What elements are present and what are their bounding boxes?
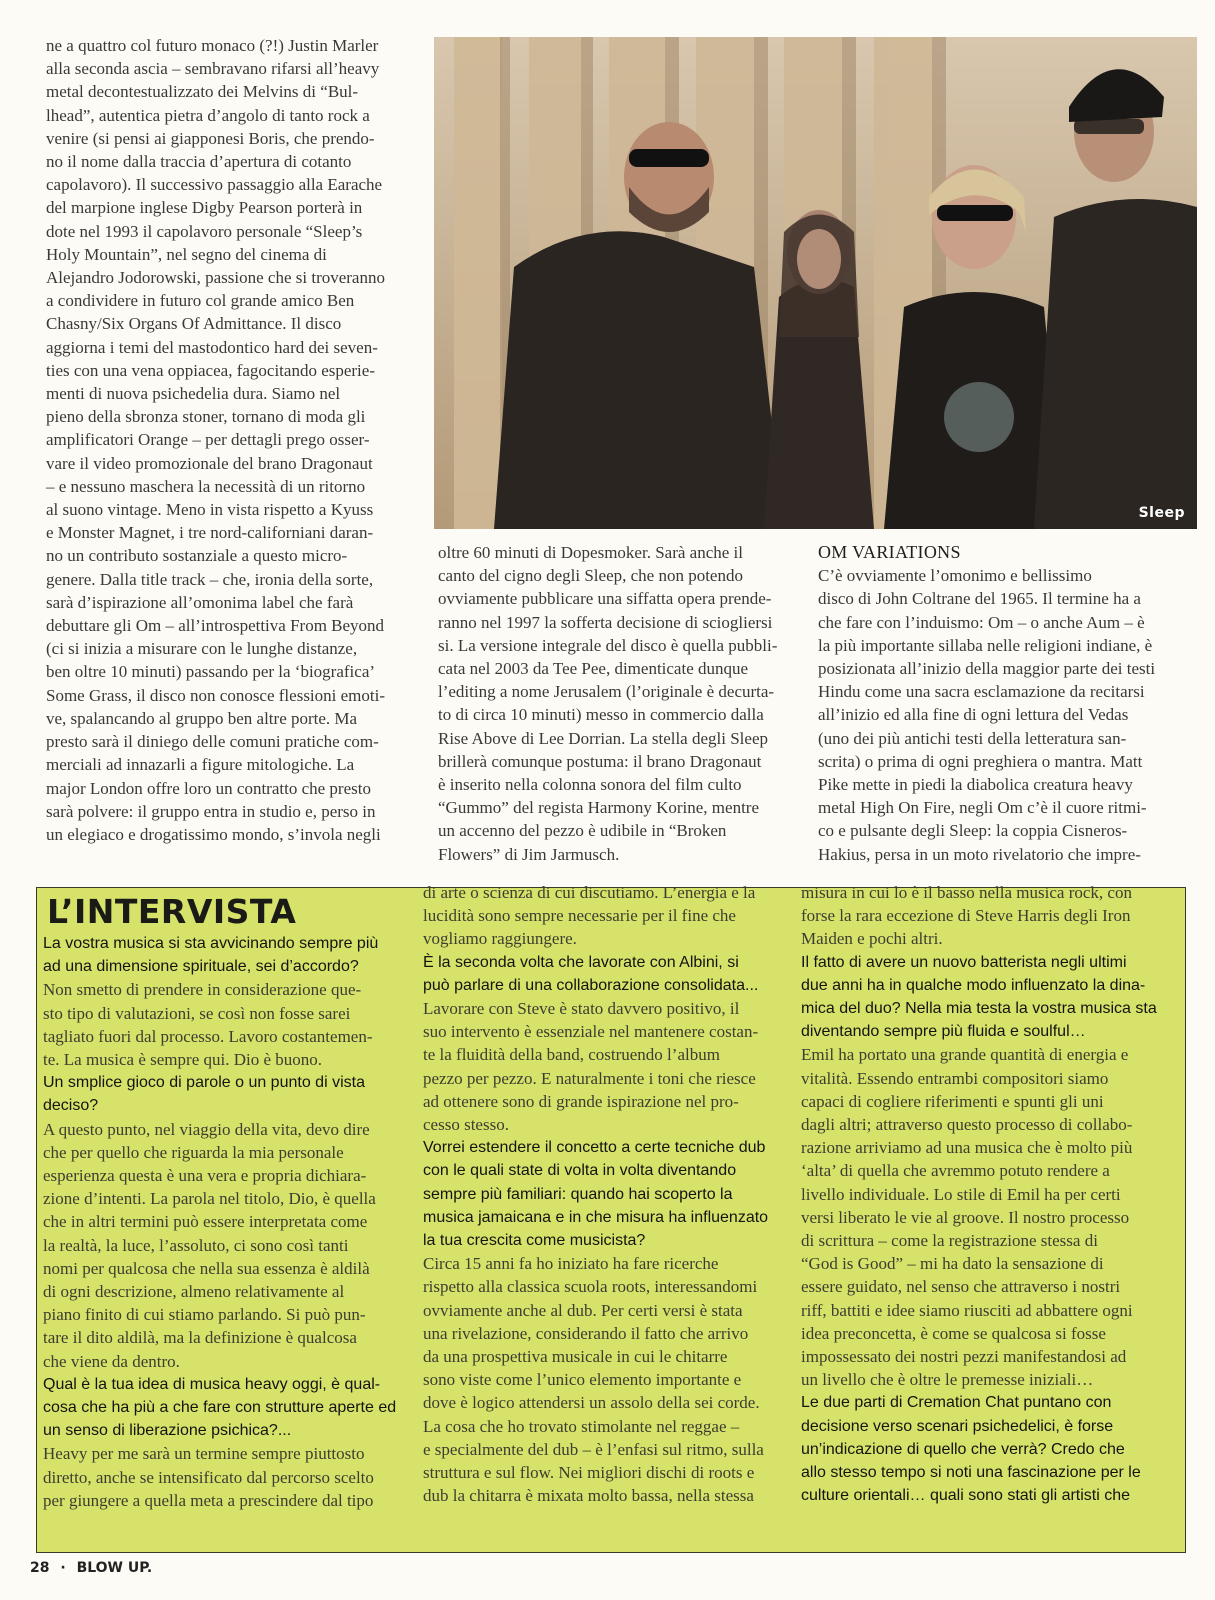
band-photo [434, 37, 1197, 529]
interview-question-line: sempre più familiari: quando hai scoperto la [423, 1185, 733, 1203]
text-line: un accenno del pezzo è udibile in “Broken [438, 821, 727, 841]
interview-question-line: Qual è la tua idea di musica heavy oggi, è qual- [43, 1375, 381, 1393]
text-line: Pike mette in piedi la diabolica creatura heavy [818, 775, 1133, 795]
text-line: sarà d’ispirazione all’omonima label che farà [46, 592, 354, 612]
text-line: un elegiaco e drogatissimo mondo, s’invola negli [46, 824, 381, 844]
text-line: ovviamente pubblicare una siffatta opera prende- [438, 589, 772, 609]
text-line: si. La versione integrale del disco è quella pubbli- [438, 635, 778, 655]
interview-answer-line: La cosa che ho trovato stimolante nel reggae – [423, 1416, 740, 1436]
text-line: è inserito nella colonna sonora del film culto [438, 775, 742, 795]
interview-box [36, 883, 1186, 1553]
interview-answer-line: Maiden e pochi altri. [801, 929, 943, 949]
interview-answer-line: pezzo per pezzo. E naturalmente i toni che riesce [423, 1068, 756, 1088]
interview-answer-line: Heavy per me sarà un termine sempre piuttosto [43, 1444, 365, 1464]
interview-question-line: con le quali state di volta in volta diventando [423, 1162, 737, 1180]
interview-answer-line: te la fluidità della band, costruendo l’album [423, 1045, 720, 1065]
interview-answer-line: razione arriviamo ad una musica che è molto più [801, 1138, 1133, 1158]
section-heading-om-variations: OM VARIATIONS [818, 542, 961, 562]
interview-answer-line: che viene da dentro. [43, 1351, 180, 1371]
interview-title: L’INTERVISTA [47, 892, 297, 931]
interview-question-line: due anni ha in qualche modo influenzato la dina- [801, 976, 1146, 994]
text-line: sarà polvere: il gruppo entra in studio e, perso in [46, 801, 376, 821]
text-line: Hindu come una sacra esclamazione da recitarsi [818, 682, 1145, 702]
interview-answer-line: idea preconcetta, è come se qualcosa si fosse [801, 1323, 1106, 1343]
magazine-name: BLOW UP. [76, 1560, 153, 1576]
text-line: scrita) o prima di ogni preghiera o mantra. Matt [818, 751, 1143, 771]
text-line: Rise Above di Lee Dorrian. La stella degli Sleep [438, 728, 768, 748]
interview-answer-line: ovviamente anche al dub. Per certi versi è stata [423, 1300, 743, 1320]
text-line: che fare con l’induismo: Om – o anche Aum – è [818, 612, 1145, 632]
interview-answer-line: dub la chitarra è mixata molto bassa, nella stessa [423, 1486, 754, 1506]
text-line: del marpione inglese Digby Pearson porterà in [46, 198, 363, 218]
interview-answer-line: struttura e sul flow. Nei migliori dischi di roots e [423, 1463, 755, 1483]
text-line: amplificatori Orange – per dettagli prego osser- [46, 430, 370, 450]
text-line: disco di John Coltrane del 1965. Il termine ha a [818, 589, 1141, 609]
text-line: Hakius, persa in un moto rivelatorio che impre- [818, 844, 1141, 864]
photo-credit: Sleep [1138, 505, 1185, 521]
interview-answer-line: ad ottenere sono di grande ispirazione nel pro- [423, 1091, 739, 1111]
interview-question-line: La vostra musica si sta avvicinando sempre più [43, 935, 379, 952]
interview-answer-line: dagli altri; attraverso questo processo di collabo- [801, 1115, 1133, 1135]
text-line: – e nessuno maschera la necessità di un ritorno [46, 476, 366, 496]
interview-column-1 [43, 932, 403, 1512]
interview-answer-line: per giungere a quella meta a prescindere dal tipo [43, 1490, 374, 1510]
interview-answer-line: che per quello che riguarda la mia personale [43, 1142, 344, 1162]
text-line: ne a quattro col futuro monaco (?!) Justin Marler [46, 36, 379, 55]
text-line: “Gummo” del regista Harmony Korine, mentre [438, 798, 760, 818]
interview-answer-line: riff, battiti e idee siamo riusciti ad abbattere ogni [801, 1300, 1133, 1320]
text-line: canto del cigno degli Sleep, che non potendo [438, 566, 743, 586]
text-line: menti di nuova psichedelia dura. Siamo nel [46, 384, 341, 404]
interview-question-line: può parlare di una collaborazione consolidata... [423, 976, 759, 994]
interview-answer-line: piano finito di cui stiamo parlando. Si può pun- [43, 1305, 366, 1325]
interview-question-line: un’indicazione di quello che verrà? Credo che [801, 1440, 1125, 1458]
interview-answer-line: da una prospettiva musicale in cui le chitarre [423, 1347, 728, 1367]
text-line: genere. Dalla title track – che, ironia della sorte, [46, 569, 374, 589]
interview-question-line: ad una dimensione spirituale, sei d’accordo? [43, 958, 359, 976]
text-line: alla seconda ascia – sembravano rifarsi all’heavy [46, 59, 380, 79]
interview-question-line: un senso di liberazione psichica?... [43, 1422, 292, 1440]
text-line: capolavoro). Il successivo passaggio alla Earache [46, 175, 383, 195]
text-line: la più importante sillaba nelle religioni indiane, è [818, 635, 1153, 655]
interview-answer-line: zione d’intenti. La parola nel titolo, Dio, è quella [43, 1189, 376, 1209]
interview-answer-line: impossessato dei nostri pezzi manifestandosi ad [801, 1347, 1127, 1367]
interview-answer-line: suo intervento è essenziale nel mantenere costan- [423, 1022, 759, 1042]
page-number: 28 [30, 1560, 50, 1576]
text-line: lhead”, autentica pietra d’angolo di tanto rock a [46, 105, 370, 125]
text-line: cata nel 2003 da Tee Pee, dimenticate dunque [438, 659, 749, 679]
text-line: ve, spalancando al gruppo ben altre porte. Ma [46, 708, 358, 728]
interview-answer-line: vitalità. Essendo entrambi compositori siamo [801, 1068, 1109, 1088]
page-footer [30, 1560, 152, 1576]
text-line: Some Grass, il disco non conosce flessioni emoti- [46, 685, 386, 705]
text-line: presto sarà il diniego delle comuni pratiche com- [46, 732, 379, 752]
interview-answer-line: rispetto alla classica scuola roots, interessandomi [423, 1277, 758, 1297]
article-column-left [46, 34, 406, 846]
interview-answer-line: sto tipo di valutazioni, se così non fosse sarei [43, 1003, 351, 1023]
interview-question-line: diventando sempre più fluida e soulful… [801, 1023, 1086, 1041]
interview-answer-line: tagliato fuori dal processo. Lavoro costantemen- [43, 1026, 373, 1046]
text-line: metal High On Fire, negli Om c’è il cuore ritmi- [818, 798, 1147, 818]
interview-answer-line: forse la rara eccezione di Steve Harris degli Iron [801, 906, 1131, 926]
text-line: ranno nel 1997 la sofferta decisione di sciogliersi [438, 612, 773, 632]
interview-question-line: allo stesso tempo si noti una fascinazione per le [801, 1464, 1141, 1482]
text-line: merciali ad innazarli a figure mitologiche. La [46, 755, 355, 775]
text-line: no il nome dalla traccia d’apertura di cotanto [46, 152, 352, 172]
band-photo-illustration [434, 37, 1197, 529]
interview-question-line: decisione verso scenari psichedelici, è forse [801, 1417, 1114, 1435]
interview-question-line: mica del duo? Nella mia testa la vostra musica sta [801, 1000, 1157, 1018]
text-line: posizionata all’inizio della maggior parte dei testi [818, 659, 1156, 679]
text-line: oltre 60 minuti di Dopesmoker. Sarà anche il [438, 543, 743, 562]
interview-answer-line: di ogni descrizione, almeno relativamente al [43, 1282, 345, 1302]
text-line: Flowers” di Jim Jarmusch. [438, 844, 620, 864]
text-line: ties con una vena oppiacea, fagocitando esperie- [46, 360, 375, 380]
interview-answer-line: sono viste come l’unico elemento importante e [423, 1370, 742, 1390]
interview-answer-line: un livello che è oltre le premesse iniziali… [801, 1370, 1094, 1390]
text-line: (uno dei più antichi testi della letteratura san- [818, 728, 1127, 748]
interview-answer-line: misura in cui lo è il basso nella musica rock, con [801, 883, 1132, 902]
text-line: a condividere in futuro col grande amico Ben [46, 291, 355, 311]
interview-question-line: musica jamaicana e in che misura ha influenzato [423, 1208, 769, 1226]
interview-column-2 [423, 881, 793, 1507]
interview-answer-line: “God is Good” – mi ha dato la sensazione di [801, 1254, 1104, 1274]
interview-question-line: deciso? [43, 1097, 99, 1115]
interview-answer-line: la realtà, la luce, l’assoluto, ci sono così tanti [43, 1235, 349, 1255]
interview-answer-line: cesso stesso. [423, 1115, 509, 1135]
text-line: Alejandro Jodorowski, passione che si troveranno [46, 268, 385, 288]
text-line: vare il video promozionale del brano Dragonaut [46, 453, 373, 473]
text-line: (ci si inizia a misurare con le lunghe distanze, [46, 639, 358, 659]
interview-answer-line: che in altri termini può essere interpretata come [43, 1212, 368, 1232]
interview-answer-line: Emil ha portato una grande quantità di energia e [801, 1045, 1129, 1065]
interview-answer-line: nomi per qualcosa che nella sua essenza è aldilà [43, 1258, 370, 1278]
text-line: Chasny/Six Organs Of Admittance. Il disco [46, 314, 342, 334]
interview-answer-line: vogliamo raggiungere. [423, 929, 577, 949]
interview-answer-line: esperienza questa è una vera e propria dichiara- [43, 1166, 367, 1186]
interview-question-line: Il fatto di avere un nuovo batterista negli ultimi [801, 953, 1127, 971]
interview-answer-line: Circa 15 anni fa ho iniziato ha fare ricerche [423, 1254, 719, 1274]
interview-answer-line: tare il dito aldilà, ma la definizione è qualcosa [43, 1328, 357, 1348]
text-line: C’è ovviamente l’omonimo e bellissimo [818, 566, 1092, 586]
text-line: to di circa 10 minuti) messo in commercio dalla [438, 705, 764, 725]
interview-question-line: Le due parti di Cremation Chat puntano con [801, 1394, 1112, 1412]
interview-answer-line: dove è logico attendersi un assolo della sei corde. [423, 1393, 760, 1413]
interview-answer-line: ‘alta’ di quella che avremmo potuto rendere a [801, 1161, 1110, 1181]
interview-answer-line: livello individuale. Lo stile di Emil ha per certi [801, 1184, 1121, 1204]
interview-answer-line: di scrittura – come la registrazione stessa di [801, 1231, 1098, 1251]
interview-answer-line: di arte o scienza di cui discutiamo. L’energia e la [423, 883, 756, 902]
text-line: Holy Mountain”, nel segno del cinema di [46, 244, 327, 264]
interview-answer-line: Non smetto di prendere in considerazione que- [43, 980, 362, 1000]
text-line: co e pulsante degli Sleep: la coppia Cisneros- [818, 821, 1128, 841]
interview-question-line: Vorrei estendere il concetto a certe tecniche dub [423, 1139, 766, 1157]
text-line: major London offre loro un contratto che presto [46, 778, 371, 798]
text-line: brillerà comunque postuma: il brano Dragonaut [438, 751, 762, 771]
text-line: metal decontestualizzato dei Melvins di “Bul- [46, 82, 359, 102]
interview-answer-line: A questo punto, nel viaggio della vita, devo dire [43, 1119, 370, 1139]
interview-question-line: la tua crescita come musicista? [423, 1232, 646, 1250]
text-line: all’inizio ed alla fine di ogni lettura del Vedas [818, 705, 1129, 725]
interview-question-line: cosa che ha più a che fare con strutture aperte ed [43, 1399, 397, 1417]
interview-question-line: culture orientali… quali sono stati gli artisti che [801, 1487, 1131, 1505]
text-line: ben oltre 10 minuti) passando per la ‘biografica’ [46, 662, 376, 682]
text-line: l’editing a nome Jerusalem (l’originale è decurta- [438, 682, 775, 702]
footer-separator: · [60, 1560, 66, 1576]
text-line: aggiorna i temi del mastodontico hard dei seven- [46, 337, 378, 357]
text-line: no un contributo sostanziale a questo micro- [46, 546, 348, 566]
interview-answer-line: Lavorare con Steve è stato davvero positivo, il [423, 999, 740, 1019]
interview-answer-line: te. La musica è sempre qui. Dio è buono. [43, 1050, 323, 1070]
interview-column-3 [801, 881, 1181, 1507]
interview-question-line: Un smplice gioco di parole o un punto di vista [43, 1074, 365, 1092]
text-line: e Monster Magnet, i tre nord-californiani daran- [46, 523, 374, 543]
article-column-right [818, 541, 1188, 866]
interview-answer-line: lucidità sono sempre necessarie per il fine che [423, 906, 736, 926]
interview-answer-line: e specialmente del dub – è l’enfasi sul ritmo, sulla [423, 1439, 764, 1459]
text-line: debuttare gli Om – all’introspettiva From Beyond [46, 616, 385, 636]
text-line: al suono vintage. Meno in vista rispetto a Kyuss [46, 500, 374, 520]
interview-answer-line: essere guidato, nel senso che attraverso i nostri [801, 1277, 1121, 1297]
text-line: venire (si pensi ai giapponesi Boris, che prendo- [46, 128, 375, 148]
interview-answer-line: diretto, anche se intensificato dal percorso scelto [43, 1467, 374, 1487]
interview-answer-line: capaci di cogliere riferimenti e spunti gli uni [801, 1091, 1104, 1111]
interview-question-line: È la seconda volta che lavorate con Albini, si [423, 953, 739, 971]
article-column-middle [438, 541, 798, 866]
text-line: dote nel 1993 il capolavoro personale “Sleep’s [46, 221, 363, 241]
interview-answer-line: una rivelazione, considerando il fatto che arrivo [423, 1323, 749, 1343]
interview-answer-line: versi liberato le vie al groove. Il nostro processo [801, 1207, 1130, 1227]
text-line: pieno della sbronza stoner, tornano di moda gli [46, 407, 366, 427]
